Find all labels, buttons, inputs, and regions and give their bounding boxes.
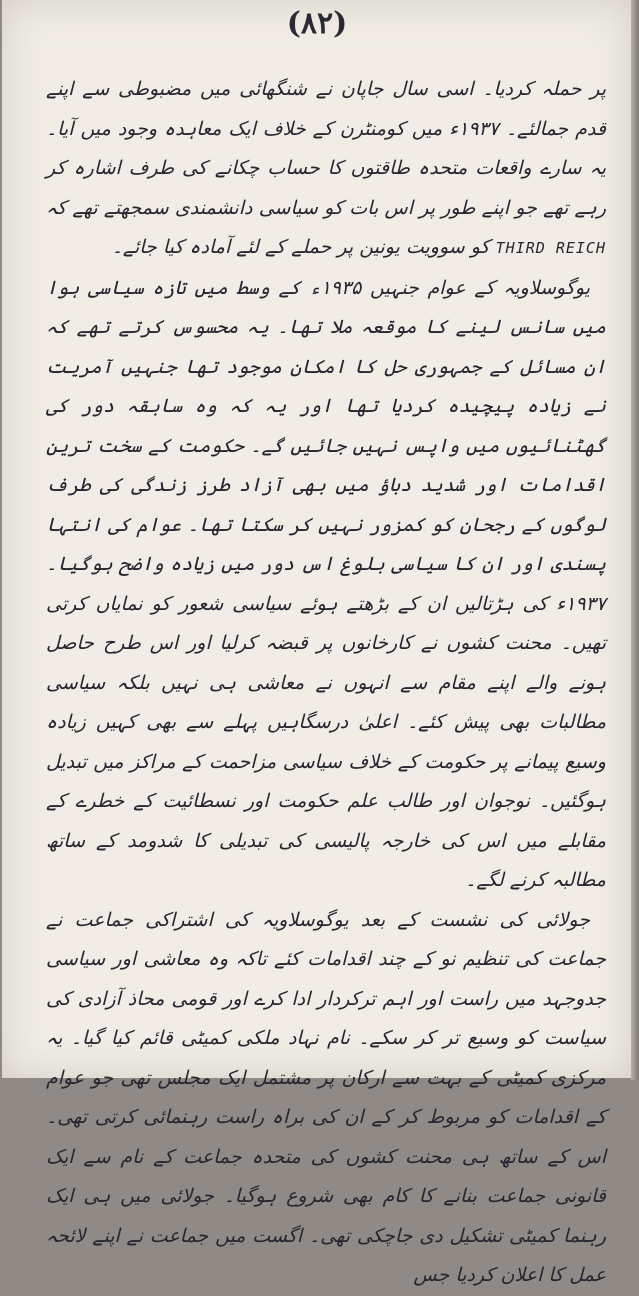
paragraph-1: [46, 70, 606, 269]
paragraph-2: یوگوسلاویہ کے عوام جنہیں ۱۹۳۵ء کے وسط میں تازہ سیاسی ہوا میں سانس لینے کا موقعہ ملا تھا۔ یہ محسوس کرتے تھے کہ ان مسائل کے جمہوری حل کا امکان موجود تھا جنہیں آمریت نے زیادہ پیچیدہ کردیا تھا اور یہ کہ وہ سابقہ دور کی گھٹنائیوں میں واپس نہیں جائیں گے۔ حکومت کے سخت ترین اقدامات اور شدید دباؤ میں بھی آزاد طرز زندگی کی طرف لوگوں کے رجحان کو کمزور نہیں کر سکتا تھا۔ عوام کی انتہا پسندی اور ان کا سیاسی بلوغ اس دور میں زیادہ واضح ہوگیا۔ ۱۹۳۷ء کی ہڑتالیں ان کے بڑھتے ہوئے سیاسی شعور کو نمایاں کرتی تھیں۔ محنت کشوں نے کارخانوں پر قبضہ کرلیا اور اس طرح حاصل ہونے والے اپنے مقام سے انہوں نے معاشی ہی نہیں بلکہ سیاسی مطالبات بھی پیش کئے۔ اعلیٰ درسگاہیں پہلے سے بھی کہیں زیادہ وسیع پیمانے پر حکومت کے خلاف سیاسی مزاحمت کے مراکز میں تبدیل ہوگئیں۔ نوجوان اور طالب علم حکومت اور نسطائیت کے خطرے کے مقابلے میں اس کی خارجہ پالیسی کی تبدیلی کا شدومد کے ساتھ مطالبہ کرنے لگے۔: [46, 276, 606, 891]
paragraph-1-text-before: پر حملہ کردیا۔ اسی سال جاپان نے شنگھائی میں مضبوطی سے اپنے قدم جمالئے۔ ۱۹۳۷ء میں کومنٹرن کے خلاف ایک معاہدہ وجود میں آیا۔ یہ سارے واقعات متحدہ طاقتوں کا حساب چکانے کی طرف اشارہ کر رہے تھے جو اپنے طور پر اس بات کو سیاسی دانشمندی سمجھتے تھے کہ: [46, 78, 606, 219]
page-edge-shadow: [631, 0, 639, 1080]
book-page: [2, 0, 632, 1286]
paragraph-3: جولائی کی نشست کے بعد یوگوسلاویہ کی اشتراکی جماعت نے جماعت کی تنظیم نو کے چند اقدامات کئے تاکہ وہ معاشی اور سیاسی جدوجہد میں راست اور اہم ترکردار ادا کرے اور قومی محاذ آزادی کی سیاست کو وسیع تر کر سکے۔ نام نہاد ملکی کمیٹی قائم کیا گیا۔ یہ مرکزی کمیٹی کے بہت سے ارکان پر مشتمل ایک مجلس تھی جو عوام کے اقدامات کو مربوط کر کے ان کی براہ راست رہنمائی کرتی تھی۔ اس کے ساتھ ہی محنت کشوں کی متحدہ جماعت کے نام سے ایک قانونی جماعت بنانے کا کام بھی شروع ہوگیا۔ جولائی میں ہی ایک رہنما کمیٹی تشکیل دی جاچکی تھی۔ اگست میں جماعت نے اپنے لائحہ عمل کا اعلان کردیا جس: [46, 908, 606, 1286]
page-body-text: [46, 70, 606, 1296]
page-number: (۸۲): [286, 6, 348, 41]
paragraph-1-text-after: کو سوویت یونین پر حملے کے لئے آمادہ کیا جائے۔: [111, 236, 490, 258]
english-term-third-reich: THIRD REICH: [495, 239, 606, 257]
